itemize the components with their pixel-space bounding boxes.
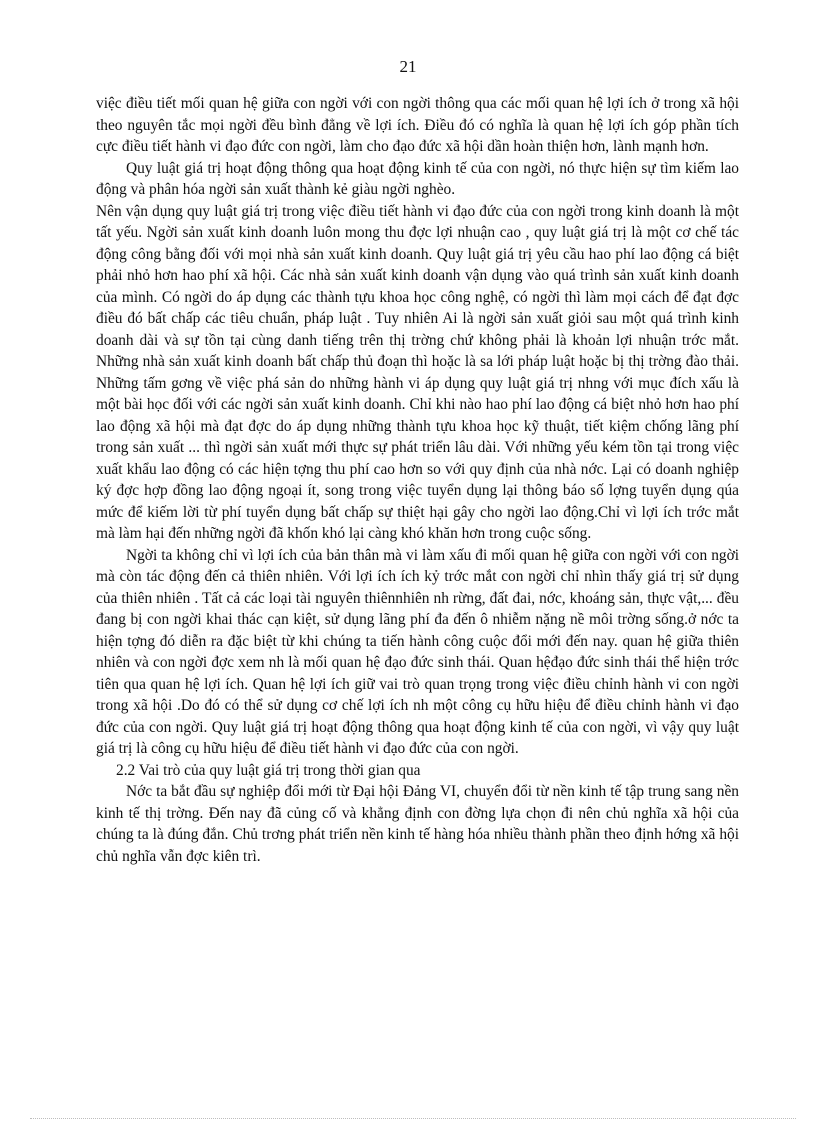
section-heading: 2.2 Vai trò của quy luật giá trị trong thời gian qua: [116, 761, 421, 779]
paragraph-business-application: Nên vận dụng quy luật giá trị trong việc điều tiết hành vi đạo đức của con ngời trong kinh doanh là một tất yếu. Ngời sản xuất kinh doanh luôn mong thu đợc lợi nhuận cao , quy luật giá trị là một cơ chế tác động công bằng đối với mọi nhà sản xuất kinh doanh. Quy luật giá trị yêu cầu hao phí lao động cá biệt phải nhỏ hơn hao phí xã hội. Các nhà sản xuất kinh doanh vận dụng vào quá trình sản xuất kinh doanh của mình. Có ngời do áp dụng các thành tựu khoa học công nghệ, có ngời thì làm mọi cách để đạt đợc điều đó bất chấp các tiêu chuẩn, pháp luật . Tuy nhiên Ai là ngời sản xuất giỏi sau một quá trình kinh doanh dài và sự tồn tại cùng danh tiếng trên thị trờng chứ không phải là khoản lợi nhuận trớc mắt. Những nhà sản xuất kinh doanh bất chấp thủ đoạn thì hoặc là sa lới pháp luật hoặc bị thị trờng đào thải. Những tấm gơng về việc phá sản do những hành vi áp dụng quy luật giá trị nhng với mục đích xấu là một bài học đối với các ngời sản xuất kinh doanh. Chỉ khi nào hao phí lao động cá biệt nhỏ hơn hao phí lao động xã hội mà đạt đợc do áp dụng những thành tựu khoa học kỹ thuật, tiết kiệm chống lãng phí trong sản xuất ... thì ngời sản xuất mới thực sự phát triển lâu dài. Với những yếu kém tồn tại trong việc xuất khẩu lao động có các hiện tợng thu phí cao hơn so với quy định của nhà nớc. Lại có doanh nghiệp ký đợc hợp đồng lao động ngoại ít, song trong việc tuyển dụng lại thông báo số lợng tuyển dụng qúa mức để kiếm lời từ phí tuyển dụng bất chấp sự thiệt hại gây cho ngời lao động.Chỉ vì lợi ích trớc mắt mà làm hại đến những ngời đã khốn khó lại càng khó khăn hơn trong cuộc sống.: [96, 202, 739, 542]
footer-dotted-divider: [30, 1118, 796, 1119]
page-number: 21: [399, 57, 417, 76]
paragraph-nature-relations: Ngời ta không chỉ vì lợi ích của bản thân mà vi làm xấu đi mối quan hệ giữa con ngời với con ngời mà còn tác động đến cả thiên nhiên. Với lợi ích ích kỷ trớc mắt con ngời chỉ nhìn thấy giá trị sử dụng của thiên nhiên . Tất cả các loại tài nguyên thiênnhiên nh rừng, đất đai, nớc, khoáng sản, thực vật,... đều đang bị con ngời khai thác cạn kiệt, sử dụng lãng phí đa đến ô nhiễm nặng nề môi trờng sống.ở nớc ta hiện tợng đó diễn ra đặc biệt từ khi chúng ta tiến hành công cuộc đổi mới đến nay. quan hệ giữa thiên nhiên và con ngời đợc xem nh là mối quan hệ đạo đức sinh thái. Quan hệđạo đức sinh thái thể hiện trớc tiên qua quan hệ lợi ích. Quan hệ lợi ích giữ vai trò quan trọng trong việc điều chỉnh hành vi con ngời trong xã hội .Do đó có thể sử dụng cơ chế lợi ích nh một công cụ hữu hiệu để điều chỉnh hành vi đạo đức của con ngời. Quy luật giá trị hoạt động thông qua hoạt động kinh tế của con ngời, vì vậy quy luật giá trị là công cụ hữu hiệu để điều tiết hành vi đạo đức của con ngời.: [96, 546, 739, 757]
paragraph-value-law-activity: Quy luật giá trị hoạt động thông qua hoạt động kinh tế của con ngời, nó thực hiện sự tìm kiếm lao động và phân hóa ngời sản xuất thành kẻ giàu ngời nghèo.: [96, 159, 739, 198]
paragraph-continued: việc điều tiết mối quan hệ giữa con ngời với con ngời thông qua các mối quan hệ lợi ích ở trong xã hội theo nguyên tắc mọi ngời đều bình đẳng về lợi ích. Điều đó có nghĩa là quan hệ lợi ích góp phần tích cực điều tiết hành vi đạo đức con ngời, làm cho đạo đức xã hội dần hoàn thiện hơn, lành mạnh hơn.: [96, 95, 739, 155]
paragraph-renovation: Nớc ta bắt đầu sự nghiệp đổi mới từ Đại hội Đảng VI, chuyển đổi từ nền kinh tế tập trung sang nền kinh tế thị trờng. Đến nay đã củng cố và khẳng định con đờng lựa chọn đi nên chủ nghĩa xã hội của chúng ta là đúng đắn. Chủ trơng phát triển nền kinh tế hàng hóa nhiều thành phần theo định hớng xã hội chủ nghĩa vẫn đợc kiên trì.: [96, 783, 739, 865]
body-text: [96, 93, 739, 867]
